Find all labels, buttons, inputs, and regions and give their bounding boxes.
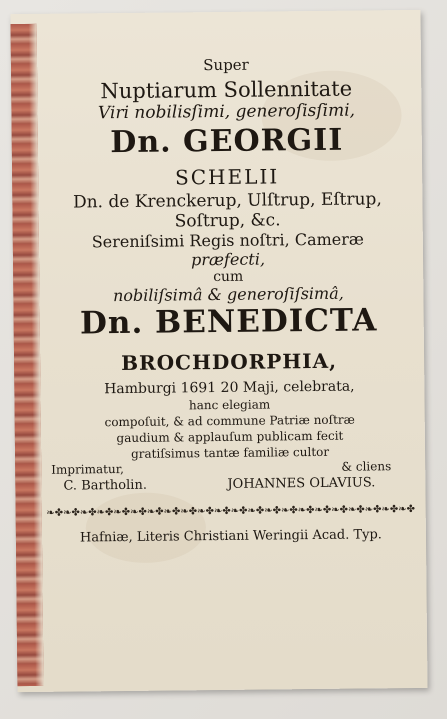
- text-sostrup: Soſtrup, &c.: [174, 210, 281, 232]
- text-georgii: Dn. GEORGII: [110, 122, 344, 161]
- text-schelii: SCHELII: [174, 164, 280, 190]
- text-benedicta: Dn. BENEDICTA: [79, 302, 378, 342]
- text-hanc-elegiam: hanc elegiam: [188, 397, 271, 413]
- title-page-text: [37, 54, 420, 546]
- text-gratissimus: gratiſsimus tantæ familiæ cultor: [130, 444, 330, 461]
- signature-row: [41, 475, 419, 494]
- text-super: Super: [203, 55, 249, 75]
- text-nuptiarum: Nuptiarum Sollennitate: [100, 76, 353, 104]
- text-cliens: & cliens: [341, 459, 392, 474]
- text-hamburgi: Hamburgi 1691 20 Maji, celebrata,: [104, 378, 355, 398]
- text-krenckerup: Dn. de Krenckerup, Ulſtrup, Eſtrup,: [72, 189, 382, 213]
- ornament-border: ❧✤❧✤❧✤❧✤❧✤❧✤❧✤❧✤❧✤❧✤❧✤❧✤❧✤❧✤❧✤❧✤❧✤❧✤❧✤❧✤❧✤❧✤: [46, 503, 416, 519]
- text-cum: cum: [213, 268, 244, 286]
- text-gaudium: gaudium & applauſum publicam fecit: [116, 428, 344, 446]
- imprimatur-row: [41, 459, 419, 477]
- text-brochdorphia: BROCHDORPHIA,: [121, 348, 338, 376]
- text-serenissimi: Sereniſsimi Regis noſtri, Cameræ: [91, 229, 364, 252]
- text-composuit: compoſuit, & ad commune Patriæ noſtræ: [104, 412, 355, 430]
- text-imprimatur: Imprimatur,: [51, 462, 125, 477]
- text-viri: Viri nobilisſimi, generoſisſimi,: [97, 100, 356, 124]
- text-author: JOHANNES OLAVIUS.: [227, 475, 376, 492]
- printed-leaf: [10, 10, 427, 692]
- text-praefecti: præfecti,: [190, 249, 266, 270]
- text-bartholin: C. Bartholin.: [63, 477, 147, 494]
- text-nobilissima: nobiliſsimâ & generoſiſsimâ,: [112, 283, 344, 306]
- text-imprint: Hafniæ, Literis Christiani Weringii Acad. Typ.: [79, 527, 382, 546]
